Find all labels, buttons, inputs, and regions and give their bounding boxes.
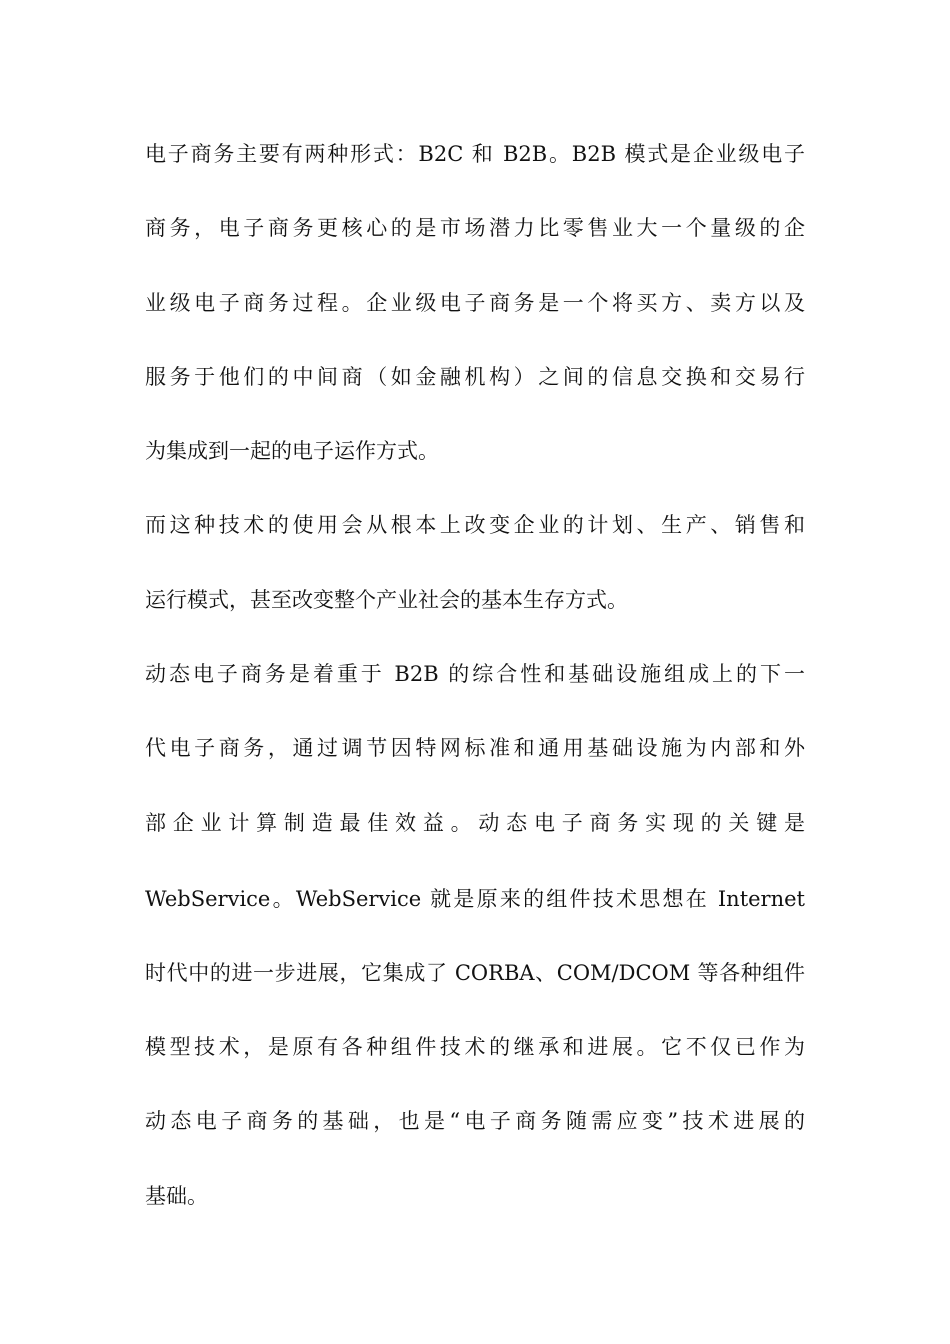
text-line: 动态电子商务是着重于 B2B 的综合性和基础设施组成上的下一 (145, 662, 805, 686)
text-line: 而这种技术的使用会从根本上改变企业的计划、生产、销售和 (145, 513, 805, 537)
text-line: 业级电子商务过程。企业级电子商务是一个将买方、卖方以及 (145, 291, 805, 315)
text-line: 运行模式，甚至改变整个产业社会的基本生存方式。 (145, 588, 628, 612)
text-line: 代电子商务，通过调节因特网标准和通用基础设施为内部和外 (145, 736, 805, 760)
text-line: WebService。WebService 就是原来的组件技术思想在 Internet (145, 887, 805, 911)
text-line: 为集成到一起的电子运作方式。 (145, 439, 439, 463)
text-line: 电子商务主要有两种形式：B2C 和 B2B。B2B 模式是企业级电子 (145, 142, 805, 166)
text-line: 部企业计算制造最佳效益。动态电子商务实现的关键是 (145, 811, 805, 835)
text-line: 时代中的进一步进展，它集成了 CORBA、COM/DCOM 等各种组件 (145, 961, 805, 985)
text-line: 服务于他们的中间商（如金融机构）之间的信息交换和交易行 (145, 365, 805, 389)
text-line: 基础。 (145, 1184, 208, 1208)
text-line: 商务，电子商务更核心的是市场潜力比零售业大一个量级的企 (145, 216, 805, 240)
text-line: 模型技术，是原有各种组件技术的继承和进展。它不仅已作为 (145, 1035, 805, 1059)
text-line: 动态电子商务的基础，也是“电子商务随需应变”技术进展的 (145, 1109, 805, 1133)
